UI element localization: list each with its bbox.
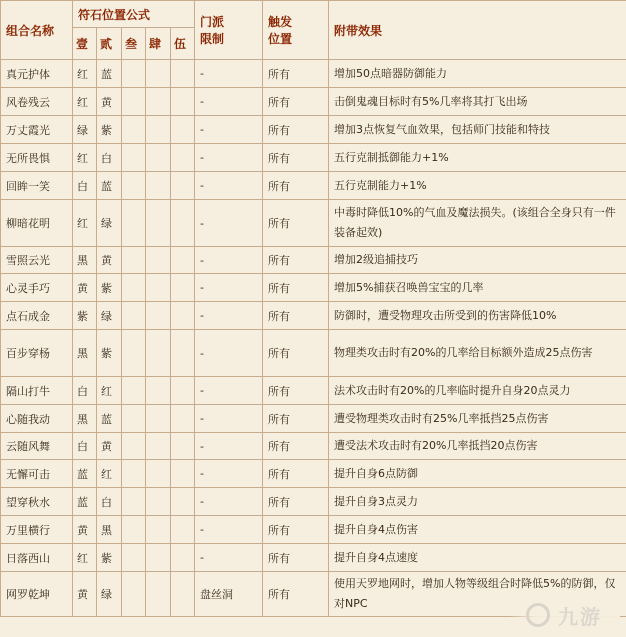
position-1-cell: 黑: [73, 247, 97, 274]
header-position-3: 叁: [122, 28, 146, 60]
combo-name-cell: 云随风舞: [1, 433, 73, 460]
effect-cell: 增加3点恢复气血效果，包括师门技能和特技: [329, 116, 626, 144]
combo-name-cell: 回眸一笑: [1, 172, 73, 200]
position-1-cell: 白: [73, 433, 97, 460]
position-4-cell: [146, 460, 171, 488]
sect-limit-cell: -: [195, 330, 263, 377]
trigger-position-cell: 所有: [263, 377, 329, 405]
position-5-cell: [171, 116, 195, 144]
position-2-cell: 白: [97, 144, 122, 172]
header-sect-limit: 门派 限制: [195, 1, 263, 60]
position-2-cell: 蓝: [97, 405, 122, 433]
position-4-cell: [146, 433, 171, 460]
position-5-cell: [171, 460, 195, 488]
position-5-cell: [171, 247, 195, 274]
sect-limit-cell: 盘丝洞: [195, 572, 263, 617]
position-3-cell: [122, 302, 146, 330]
trigger-position-cell: 所有: [263, 572, 329, 617]
combo-name-cell: 万丈霞光: [1, 116, 73, 144]
position-3-cell: [122, 460, 146, 488]
position-2-cell: 蓝: [97, 172, 122, 200]
position-3-cell: [122, 330, 146, 377]
position-5-cell: [171, 377, 195, 405]
position-5-cell: [171, 433, 195, 460]
position-3-cell: [122, 544, 146, 572]
table-row: [1, 516, 626, 544]
position-4-cell: [146, 330, 171, 377]
trigger-position-cell: 所有: [263, 88, 329, 116]
sect-limit-cell: -: [195, 172, 263, 200]
position-3-cell: [122, 60, 146, 88]
position-3-cell: [122, 488, 146, 516]
effect-cell: 提升自身4点速度: [329, 544, 626, 572]
position-4-cell: [146, 544, 171, 572]
position-3-cell: [122, 144, 146, 172]
position-1-cell: 黄: [73, 274, 97, 302]
header-position-1: 壹: [73, 28, 97, 60]
position-3-cell: [122, 274, 146, 302]
combo-name-cell: 风卷残云: [1, 88, 73, 116]
trigger-position-cell: 所有: [263, 433, 329, 460]
position-1-cell: 红: [73, 200, 97, 247]
position-2-cell: 红: [97, 377, 122, 405]
table-row: [1, 405, 626, 433]
sect-limit-cell: -: [195, 116, 263, 144]
combo-name-cell: 隔山打牛: [1, 377, 73, 405]
position-4-cell: [146, 200, 171, 247]
combo-name-cell: 心灵手巧: [1, 274, 73, 302]
trigger-position-cell: 所有: [263, 274, 329, 302]
trigger-position-cell: 所有: [263, 247, 329, 274]
table-row: [1, 274, 626, 302]
position-2-cell: 绿: [97, 572, 122, 617]
position-3-cell: [122, 572, 146, 617]
position-2-cell: 红: [97, 460, 122, 488]
effect-cell: 中毒时降低10%的气血及魔法损失。(该组合全身只有一件装备起效): [329, 200, 626, 247]
effect-cell: 遭受法术攻击时有20%几率抵挡20点伤害: [329, 433, 626, 460]
position-4-cell: [146, 60, 171, 88]
effect-cell: 物理类攻击时有20%的几率给目标额外造成25点伤害: [329, 330, 626, 377]
position-1-cell: 绿: [73, 116, 97, 144]
sect-limit-cell: -: [195, 488, 263, 516]
combo-name-cell: 万里横行: [1, 516, 73, 544]
position-4-cell: [146, 247, 171, 274]
position-4-cell: [146, 144, 171, 172]
effect-cell: 遭受物理类攻击时有25%几率抵挡25点伤害: [329, 405, 626, 433]
position-2-cell: 绿: [97, 302, 122, 330]
position-3-cell: [122, 88, 146, 116]
position-1-cell: 白: [73, 172, 97, 200]
position-2-cell: 黄: [97, 247, 122, 274]
position-2-cell: 紫: [97, 330, 122, 377]
sect-limit-cell: -: [195, 433, 263, 460]
position-3-cell: [122, 116, 146, 144]
combo-name-cell: 心随我动: [1, 405, 73, 433]
position-2-cell: 紫: [97, 274, 122, 302]
combo-name-cell: 无懈可击: [1, 460, 73, 488]
combo-name-cell: 无所畏惧: [1, 144, 73, 172]
position-1-cell: 白: [73, 377, 97, 405]
position-5-cell: [171, 274, 195, 302]
sect-limit-cell: -: [195, 274, 263, 302]
position-3-cell: [122, 377, 146, 405]
trigger-position-cell: 所有: [263, 488, 329, 516]
trigger-position-cell: 所有: [263, 144, 329, 172]
effect-cell: 提升自身6点防御: [329, 460, 626, 488]
position-5-cell: [171, 88, 195, 116]
position-4-cell: [146, 516, 171, 544]
header-rune-formula: 符石位置公式: [73, 1, 195, 28]
position-1-cell: 黄: [73, 516, 97, 544]
combo-name-cell: 望穿秋水: [1, 488, 73, 516]
header-combo-name: 组合名称: [1, 1, 73, 60]
position-5-cell: [171, 172, 195, 200]
table-body: [1, 60, 626, 617]
effect-cell: 提升自身3点灵力: [329, 488, 626, 516]
sect-limit-cell: -: [195, 516, 263, 544]
watermark-logo-icon: [526, 603, 550, 627]
header-position-2: 贰: [97, 28, 122, 60]
combo-name-cell: 柳暗花明: [1, 200, 73, 247]
combo-name-cell: 真元护体: [1, 60, 73, 88]
position-1-cell: 红: [73, 88, 97, 116]
position-3-cell: [122, 200, 146, 247]
trigger-position-cell: 所有: [263, 200, 329, 247]
trigger-position-cell: 所有: [263, 60, 329, 88]
position-5-cell: [171, 144, 195, 172]
sect-limit-cell: -: [195, 144, 263, 172]
position-4-cell: [146, 302, 171, 330]
position-4-cell: [146, 572, 171, 617]
trigger-position-cell: 所有: [263, 330, 329, 377]
position-1-cell: 黑: [73, 330, 97, 377]
position-5-cell: [171, 544, 195, 572]
effect-cell: 防御时，遭受物理攻击所受到的伤害降低10%: [329, 302, 626, 330]
table-row: [1, 172, 626, 200]
position-5-cell: [171, 330, 195, 377]
watermark-text: 九游: [558, 604, 602, 629]
position-5-cell: [171, 516, 195, 544]
header-position-5: 伍: [171, 28, 195, 60]
position-2-cell: 蓝: [97, 60, 122, 88]
position-3-cell: [122, 433, 146, 460]
position-3-cell: [122, 172, 146, 200]
effect-cell: 使用天罗地网时，增加人物等级组合时降低5%的防御，仅对NPC: [329, 572, 626, 617]
sect-limit-cell: -: [195, 200, 263, 247]
position-5-cell: [171, 572, 195, 617]
table-row: [1, 116, 626, 144]
table-row: [1, 330, 626, 377]
position-5-cell: [171, 405, 195, 433]
position-2-cell: 黑: [97, 516, 122, 544]
effect-cell: 增加5%捕获召唤兽宝宝的几率: [329, 274, 626, 302]
trigger-position-cell: 所有: [263, 460, 329, 488]
table-row: [1, 544, 626, 572]
position-3-cell: [122, 247, 146, 274]
position-3-cell: [122, 516, 146, 544]
sect-limit-cell: -: [195, 247, 263, 274]
position-4-cell: [146, 488, 171, 516]
position-2-cell: 白: [97, 488, 122, 516]
sect-limit-cell: -: [195, 377, 263, 405]
position-4-cell: [146, 172, 171, 200]
table-row: [1, 144, 626, 172]
position-1-cell: 蓝: [73, 460, 97, 488]
header-position-4: 肆: [146, 28, 171, 60]
position-5-cell: [171, 60, 195, 88]
trigger-position-cell: 所有: [263, 544, 329, 572]
position-1-cell: 红: [73, 144, 97, 172]
effect-cell: 五行克制能力+1%: [329, 172, 626, 200]
position-2-cell: 黄: [97, 88, 122, 116]
trigger-position-cell: 所有: [263, 116, 329, 144]
position-3-cell: [122, 405, 146, 433]
table-row: [1, 200, 626, 247]
table-row: [1, 377, 626, 405]
table-row: [1, 460, 626, 488]
table-row: [1, 433, 626, 460]
combo-name-cell: 百步穿杨: [1, 330, 73, 377]
effect-cell: 五行克制抵御能力+1%: [329, 144, 626, 172]
effect-cell: 增加2级追捕技巧: [329, 247, 626, 274]
effect-cell: 击倒鬼魂目标时有5%几率将其打飞出场: [329, 88, 626, 116]
position-4-cell: [146, 116, 171, 144]
position-5-cell: [171, 488, 195, 516]
position-2-cell: 紫: [97, 544, 122, 572]
position-1-cell: 红: [73, 544, 97, 572]
position-4-cell: [146, 377, 171, 405]
position-2-cell: 紫: [97, 116, 122, 144]
effect-cell: 提升自身4点伤害: [329, 516, 626, 544]
position-1-cell: 黄: [73, 572, 97, 617]
position-1-cell: 紫: [73, 302, 97, 330]
position-1-cell: 蓝: [73, 488, 97, 516]
sect-limit-cell: -: [195, 544, 263, 572]
position-4-cell: [146, 405, 171, 433]
trigger-position-cell: 所有: [263, 172, 329, 200]
trigger-position-cell: 所有: [263, 516, 329, 544]
trigger-position-cell: 所有: [263, 302, 329, 330]
position-5-cell: [171, 302, 195, 330]
combo-name-cell: 网罗乾坤: [1, 572, 73, 617]
combo-name-cell: 雪照云光: [1, 247, 73, 274]
position-4-cell: [146, 88, 171, 116]
position-1-cell: 黑: [73, 405, 97, 433]
effect-cell: 法术攻击时有20%的几率临时提升自身20点灵力: [329, 377, 626, 405]
header-effect: 附带效果: [329, 1, 626, 60]
sect-limit-cell: -: [195, 460, 263, 488]
table-row: [1, 247, 626, 274]
combo-name-cell: 日落西山: [1, 544, 73, 572]
sect-limit-cell: -: [195, 405, 263, 433]
position-2-cell: 绿: [97, 200, 122, 247]
trigger-position-cell: 所有: [263, 405, 329, 433]
sect-limit-cell: -: [195, 60, 263, 88]
sect-limit-cell: -: [195, 302, 263, 330]
position-5-cell: [171, 200, 195, 247]
combo-name-cell: 点石成金: [1, 302, 73, 330]
effect-cell: 增加50点暗器防御能力: [329, 60, 626, 88]
site-watermark: [508, 595, 620, 635]
header-trigger-position: 触发 位置: [263, 1, 329, 60]
table-row: [1, 60, 626, 88]
position-2-cell: 黄: [97, 433, 122, 460]
position-1-cell: 红: [73, 60, 97, 88]
table-row: [1, 88, 626, 116]
sect-limit-cell: -: [195, 88, 263, 116]
position-4-cell: [146, 274, 171, 302]
table-row: [1, 488, 626, 516]
table-row: [1, 302, 626, 330]
